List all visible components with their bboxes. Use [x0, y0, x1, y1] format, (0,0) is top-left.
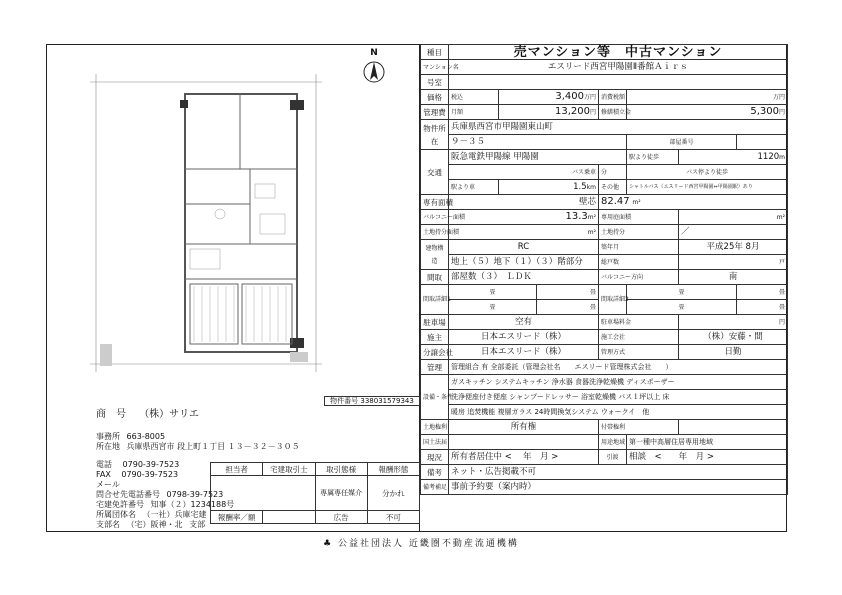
management-value: 管理組合 有 全部委託（管理会社名 エスリード管理株式会社 ） [449, 360, 788, 375]
notes-value: ネット・広告掲載不可 [449, 465, 788, 480]
walk-value: 1120 [757, 151, 780, 162]
notes2-value: 事前予約要（案内時） [449, 480, 788, 495]
price-value: 3,400 [555, 91, 584, 102]
trade-value: （株）サリエ [139, 409, 199, 420]
repair-value-cell [627, 105, 788, 120]
facilities-label: 設備・条件 [421, 375, 449, 420]
room-detail-r1b: 畳 [537, 285, 599, 300]
price-sub: 税込 [449, 90, 499, 105]
balcony-value: 13.3 [565, 211, 588, 222]
parking-fee-label: 駐車場料金 [599, 315, 679, 330]
category-label: 種目 [421, 45, 449, 60]
branch-value: （宅）阪神・北 [126, 520, 183, 529]
balcony-label: バルコニー面積 [421, 210, 449, 225]
notes2-label: 備考補足 [421, 480, 449, 495]
walk-value-cell [679, 150, 788, 165]
lease-value [679, 420, 788, 435]
structure-label: 建物構造 [421, 240, 449, 270]
built-label: 築年月 [599, 240, 679, 255]
price-label: 価格 [421, 90, 449, 105]
transport-label: 交通 [421, 150, 449, 195]
land-right-value: ／ [679, 225, 788, 240]
fees-sub: 月額 [449, 105, 499, 120]
total-units-unit: 戸 [679, 255, 788, 270]
address-value: 兵庫県西宮市 段上町１丁目 １３－３２－３０５ [126, 442, 300, 451]
tel-row [96, 460, 179, 471]
tax-label: 消費税額 [599, 90, 627, 105]
staff-name-cell [211, 476, 316, 511]
office-zip: 663-8005 [126, 432, 166, 441]
tel-label: 電話 [96, 460, 112, 469]
north-arrow [362, 48, 386, 88]
notes-label: 備考 [421, 465, 449, 480]
trade-row [96, 410, 199, 421]
car-unit: km [586, 183, 596, 191]
facilities-line3: 暖房 追焚機能 複層ガラス 24時間換気システム ウォークイ 他 [449, 405, 788, 420]
zone-value: 第一種中高層住居専用地域 [627, 435, 788, 450]
branch-row [96, 520, 205, 531]
ad-value: 不可 [367, 511, 419, 524]
address-label: 所在地 [96, 442, 120, 451]
fees-label: 管理費 [421, 105, 449, 120]
handover-value: 相談 < 年 月 > [627, 450, 788, 465]
facilities-line2: 洗浄便座付き便座 シャンプードレッサー 浴室乾燥機 バス１坪以上 床 [449, 390, 788, 405]
rights-label: 土地権利 [421, 420, 449, 435]
location-line1: 兵庫県西宮市甲陽園東山町 [449, 120, 788, 135]
inquiry-label: 問合せ先電話番号 [96, 490, 160, 499]
trade-label: 商 号 [96, 409, 126, 420]
remarks-label: 報酬率／額 [211, 511, 263, 524]
owner-value: 日本エスリード（株） [449, 330, 599, 345]
owner-label: 施主 [421, 330, 449, 345]
layout-label: 間取 [421, 270, 449, 285]
staff-h1: 担当者 [211, 463, 263, 476]
bus-unit: 分 [599, 165, 627, 180]
license-label: 宅建免許番号 [96, 500, 144, 509]
balcony-dir-label: バルコニー方向 [599, 270, 679, 285]
fee-value: 分かれ [367, 476, 419, 511]
mail-label: メール [96, 480, 120, 489]
area-label: 専有面積 [421, 195, 449, 210]
fax-value: 0790-39-7523 [121, 470, 179, 479]
other-label: その他 [599, 180, 627, 195]
inquiry-row [96, 490, 223, 501]
parking-label: 駐車場 [421, 315, 449, 330]
land-right-label: 土地持分 [599, 225, 679, 240]
room-value [449, 75, 788, 90]
status-label: 現況 [421, 450, 449, 465]
floors-value: 地上（５）地下（１）（３）階部分 [449, 255, 599, 270]
mgmt-method-label: 管理方式 [599, 345, 679, 360]
tel-value: 0790-39-7523 [122, 460, 180, 469]
land-unit: m² [449, 225, 599, 240]
balcony-value-cell [449, 210, 599, 225]
room-detail-r2b: 畳 [737, 285, 788, 300]
zone-label: 用途地域 [599, 435, 627, 450]
property-info-table [420, 44, 788, 495]
room-detail-r4a: 畳 [627, 300, 737, 315]
room-detail1-label: 間取詳細1 [421, 285, 449, 315]
balcony-dir-value: 南 [679, 270, 788, 285]
car-value-cell [499, 180, 599, 195]
staff-table [210, 462, 420, 532]
land-label: 土地持分面積 [421, 225, 449, 240]
law-value [449, 435, 599, 450]
footer-text: 公益社団法人 近畿圏不動産流通機構 [338, 539, 519, 549]
room-label: 号室 [421, 75, 449, 90]
repair-label: 修繕積立金 [599, 105, 627, 120]
bus-label: バス乗車 [449, 165, 599, 180]
structure-value: RC [449, 240, 599, 255]
room-detail-r4b: 畳 [737, 300, 788, 315]
built-value: 平成25年 8月 [679, 240, 788, 255]
status-value: 所有者居住中 < 年 月 > [449, 450, 599, 465]
repair-unit: 円 [779, 109, 786, 116]
area-unit: m² [632, 199, 641, 206]
handover-label: 引渡 [599, 450, 627, 465]
assoc-row [96, 510, 207, 521]
fees-value: 13,200 [554, 106, 590, 117]
fax-label: FAX [96, 470, 111, 479]
contractor-label: 施工会社 [599, 330, 679, 345]
management-label: 管理 [421, 360, 449, 375]
area-value-cell [599, 195, 788, 210]
car-label: 駅より車 [449, 180, 499, 195]
area-value: 82.47 [601, 196, 630, 207]
seller-value: 日本エスリード（株） [449, 345, 599, 360]
fax-row [96, 470, 178, 481]
org-logo-icon: ♣ [323, 539, 334, 549]
office-row [96, 432, 165, 443]
bus-stop-label: バス停より徒歩 [627, 165, 788, 180]
address-row [96, 442, 300, 453]
walk-unit: m [779, 153, 786, 161]
private-garden-unit: m² [679, 210, 788, 225]
repair-value: 5,300 [750, 106, 779, 117]
north-label: N [370, 48, 378, 58]
listing-number: 物件番号 338031579343 [324, 396, 420, 406]
assoc-label: 所属団体名 [96, 510, 136, 519]
mgmt-method-value: 日勤 [679, 345, 788, 360]
location-line2: ９－３５ [449, 135, 627, 150]
branch-unit: 支部 [189, 520, 206, 529]
parking-fee-unit: 円 [679, 315, 788, 330]
layout-value: 部屋数（３） ＬＤＫ [449, 270, 599, 285]
branch-label: 支部名 [96, 520, 120, 529]
private-garden-label: 専用庭面積 [599, 210, 679, 225]
total-units-label: 総戸数 [599, 255, 679, 270]
assoc-value: （一社）兵庫宅建 [142, 510, 207, 519]
staff-h2: 宅建取引士 [263, 463, 315, 476]
room-detail2-label: 間取詳細2 [599, 285, 627, 315]
staff-h3: 取引態様 [315, 463, 367, 476]
walk-label: 駅より徒歩 [627, 150, 679, 165]
room-detail-r3a: 畳 [449, 300, 537, 315]
room-no-value [737, 135, 788, 150]
contractor-value: （株）安藤・間 [679, 330, 788, 345]
price-unit: 万円 [583, 94, 596, 101]
tax-unit: 万円 [627, 90, 788, 105]
building-name-value: エスリード西宮甲陽園Ⅱ番館Ａｉｒｓ [449, 60, 788, 75]
floor-plan [90, 74, 322, 372]
remarks-value [263, 511, 315, 524]
deal-value: 専属専任媒介 [315, 476, 367, 511]
law-label: 国土法届 [421, 435, 449, 450]
location-label: 物件所在 [421, 120, 449, 150]
category-value: 売マンション等 中古マンション [449, 45, 788, 60]
lease-label: 付帯権利 [599, 420, 679, 435]
balcony-unit: m² [587, 214, 596, 221]
rights-value: 所有権 [449, 420, 599, 435]
car-value: 1.5 [573, 181, 587, 192]
fees-unit: 円 [589, 109, 596, 116]
parking-value: 空有 [449, 315, 599, 330]
office-label: 事務所 [96, 432, 120, 441]
room-detail-r3b: 畳 [537, 300, 599, 315]
footer [0, 536, 842, 549]
building-name-label: マンション名 [421, 60, 449, 75]
seller-label: 分譲会社 [421, 345, 449, 360]
room-no-label: 部屋番号 [627, 135, 737, 150]
other-value: シャトルバス（エスリード西宮甲陽園⇔甲陽園駅）あり [627, 180, 788, 195]
compass-icon [362, 58, 386, 86]
staff-h4: 報酬形態 [367, 463, 419, 476]
inquiry-value: 0798-39-7523 [166, 490, 224, 499]
room-detail-r2a: 畳 [627, 285, 737, 300]
area-sub: 壁芯 [449, 195, 599, 210]
fees-value-cell [499, 105, 599, 120]
ad-label: 広告 [315, 511, 367, 524]
facilities-line1: ガスキッチン システムキッチン 浄水器 食器洗浄乾燥機 ディスポーザー [449, 375, 788, 390]
room-detail-r1a: 畳 [449, 285, 537, 300]
transport-line: 阪急電鉄甲陽線 甲陽園 [449, 150, 627, 165]
price-value-cell [499, 90, 599, 105]
license-value: 知事（２）1234188号 [150, 500, 235, 509]
